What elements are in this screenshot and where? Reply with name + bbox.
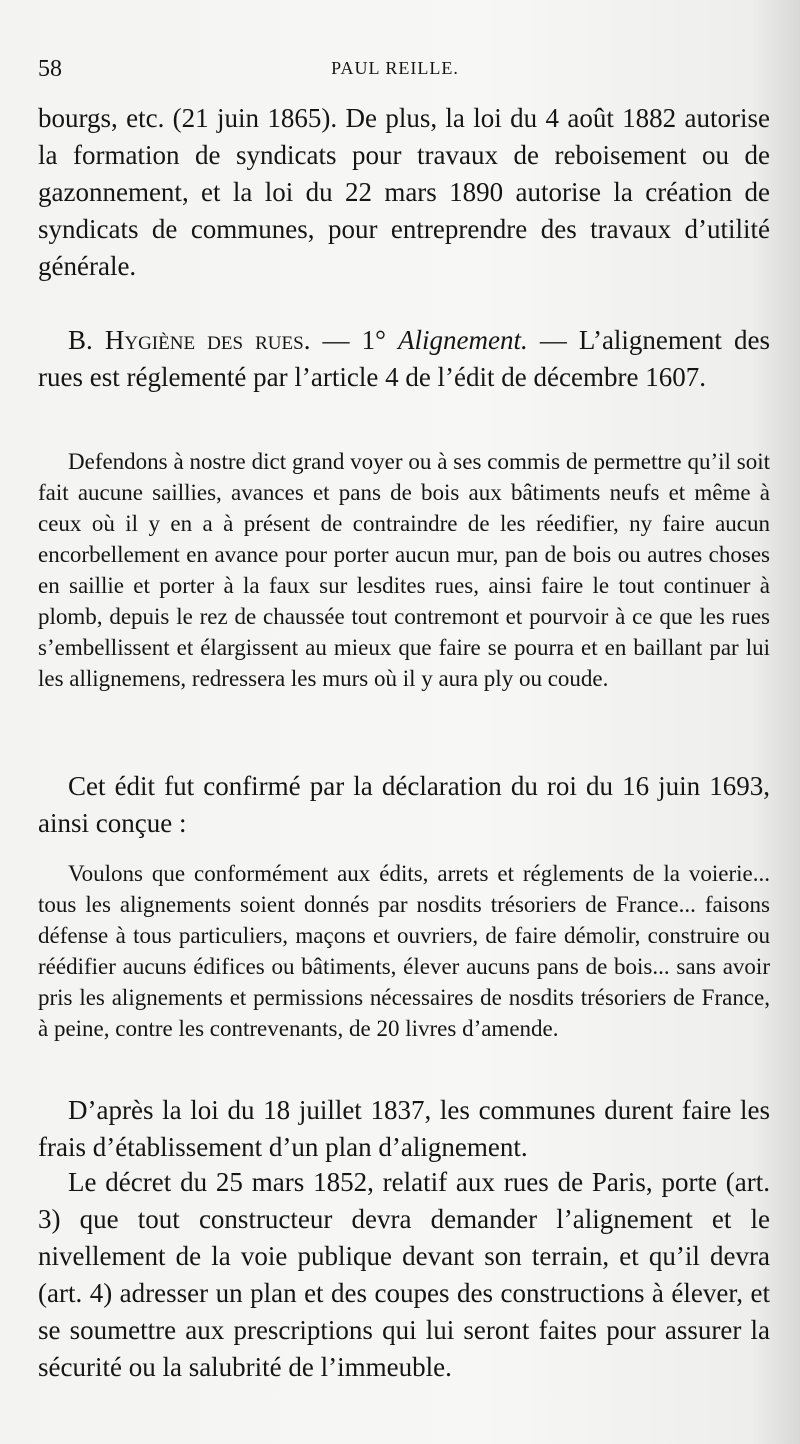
running-head: PAUL REILLE. bbox=[331, 58, 459, 78]
section-text: — L’alignement des rues est réglementé par l’article 4 de l’édit de décembre 1607. bbox=[38, 325, 770, 392]
paragraph-3: Cet édit fut confirmé par la déclaration du roi du 16 juin 1693, ainsi conçue : bbox=[38, 771, 770, 838]
paragraph-5: Le décret du 25 mars 1852, relatif aux rues de Paris, porte (art. 3) que tout constructeur devra demander l’alignement et le nivellement de la voie publique devant son terrain, et qu’il devra (art. 4) adresser un plan et des coupes des constructions à élever, et se soumettre aux prescriptions qui lui seront faites pour assurer la sécurité ou la salubrité de l’immeuble. bbox=[38, 1167, 770, 1382]
paragraph-1: bourgs, etc. (21 juin 1865). De plus, la loi du 4 août 1882 autorise la formation de syndicats pour travaux de reboisement ou de gazonnement, et la loi du 22 mars 1890 autorise la création de syndicats de communes, pour entreprendre des travaux d’utilité générale. bbox=[38, 103, 770, 281]
quotation-1: Defendons à nostre dict grand voyer ou à ses commis de permettre qu’il soit fait aucune saillies, avances et pans de bois aux bâtiments neufs et même à ceux où il y en a à présent de contraindre de les réedifier, ny faire aucun encorbellement en avance pour porter aucun mur, pan de bois ou autres choses en saillie et porter à la faux sur lesdites rues, ainsi faire le tout continuer à plomb, depuis le rez de chaussée tout contremont et pourvoir à ce que les rues s’embellissent et élargissent au mieux que faire se pourra et en baillant par lui les allignemens, redressera les murs où il y aura ply ou coude. bbox=[38, 449, 770, 691]
paragraph-4: D’après la loi du 18 juillet 1837, les communes durent faire les frais d’établissement d’un plan d’alignement. bbox=[38, 1095, 770, 1162]
page-number: 58 bbox=[38, 56, 62, 82]
page-header bbox=[38, 56, 752, 90]
quotation-2: Voulons que conformément aux édits, arrets et réglements de la voierie... tous les alignements soient donnés par nosdits trésoriers de France... faisons défense à tous particuliers, maçons et ouvriers, de faire démolir, construire ou réédifier aucuns édifices ou bâtiments, élever aucuns pans de bois... sans avoir pris les alignements et permissions nécessaires de nosdits trésoriers de France, à peine, contre les contrevenants, de 20 livres d’amende. bbox=[38, 861, 770, 1041]
section-dash: — 1° bbox=[310, 325, 399, 355]
section-label: B. Hygiène des rues. bbox=[68, 325, 311, 355]
section-subtitle: Alignement. bbox=[398, 325, 528, 355]
paragraph-2 bbox=[38, 322, 770, 396]
